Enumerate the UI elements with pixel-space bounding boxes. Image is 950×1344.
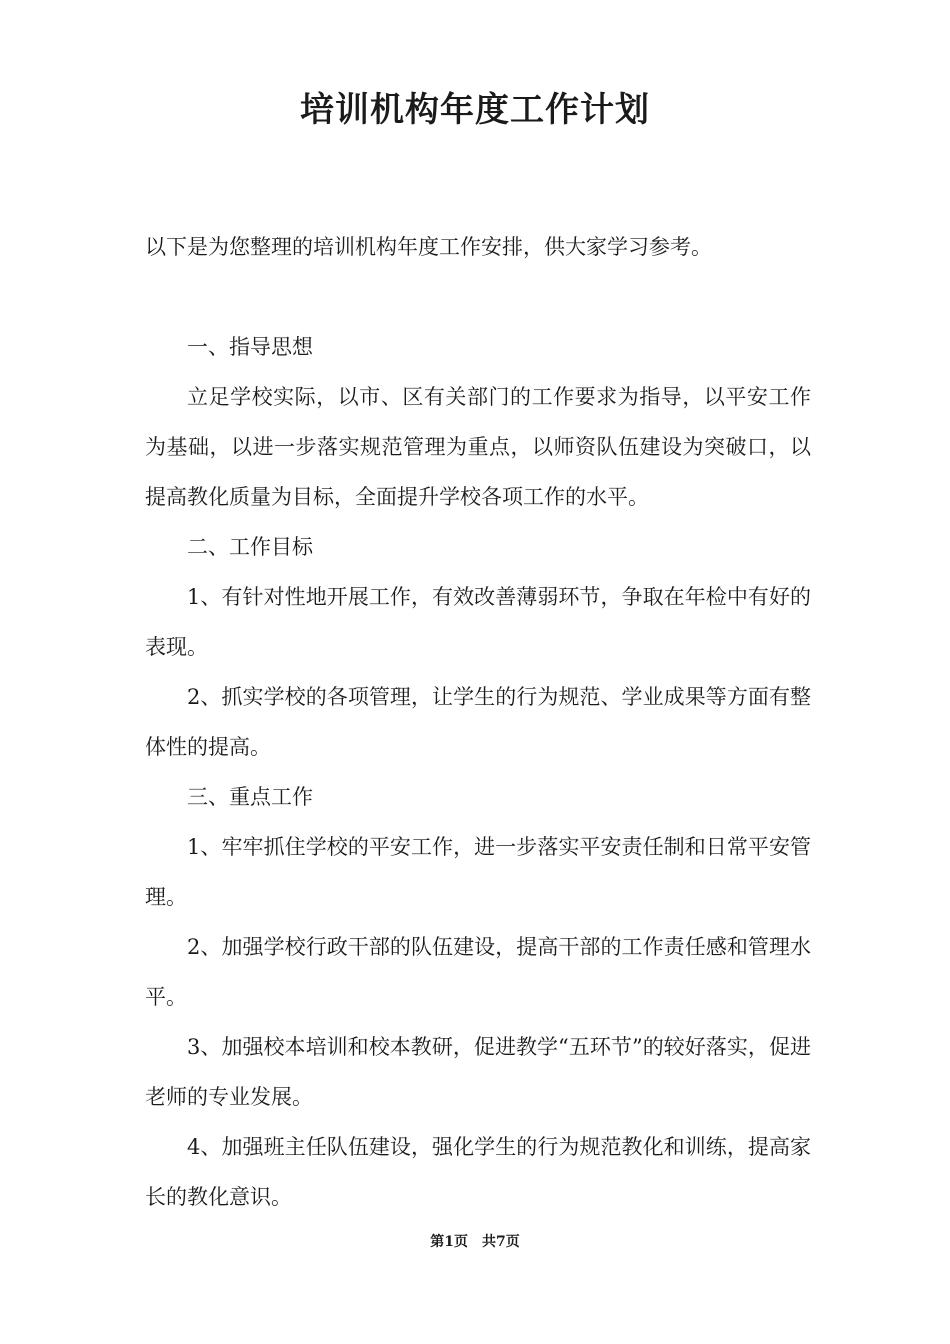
list-item: 3、加强校本培训和校本教研，促进教学“五环节”的较好落实，促进老师的专业发展。 — [145, 1035, 811, 1109]
list-item: 1、有针对性地开展工作，有效改善薄弱环节，争取在年检中有好的表现。 — [145, 585, 811, 659]
list-item: 2、加强学校行政干部的队伍建设，提高干部的工作责任感和管理水平。 — [145, 935, 811, 1009]
page-number-current: 第1页 — [430, 1234, 468, 1250]
list-item: 2、抓实学校的各项管理，让学生的行为规范、学业成果等方面有整体性的提高。 — [145, 685, 811, 759]
section-heading-key-work: 三、重点工作 — [187, 785, 313, 809]
page-footer — [0, 1230, 950, 1254]
paragraph: 立足学校实际，以市、区有关部门的工作要求为指导，以平安工作为基础，以进一步落实规范管理为重点，以师资队伍建设为突破口，以提高教化质量为目标，全面提升学校各项工作的水平。 — [145, 385, 811, 509]
page-number-total: 共7页 — [482, 1234, 520, 1250]
intro-paragraph: 以下是为您整理的培训机构年度工作安排，供大家学习参考。 — [145, 235, 712, 259]
section-heading-work-goals: 二、工作目标 — [187, 535, 313, 559]
document-title: 培训机构年度工作计划 — [300, 90, 650, 130]
document-body — [145, 222, 811, 1222]
section-heading-guiding-ideology: 一、指导思想 — [187, 335, 313, 359]
list-item: 4、加强班主任队伍建设，强化学生的行为规范教化和训练，提高家长的教化意识。 — [145, 1135, 811, 1209]
list-item: 1、牢牢抓住学校的平安工作，进一步落实平安责任制和日常平安管理。 — [145, 835, 811, 909]
